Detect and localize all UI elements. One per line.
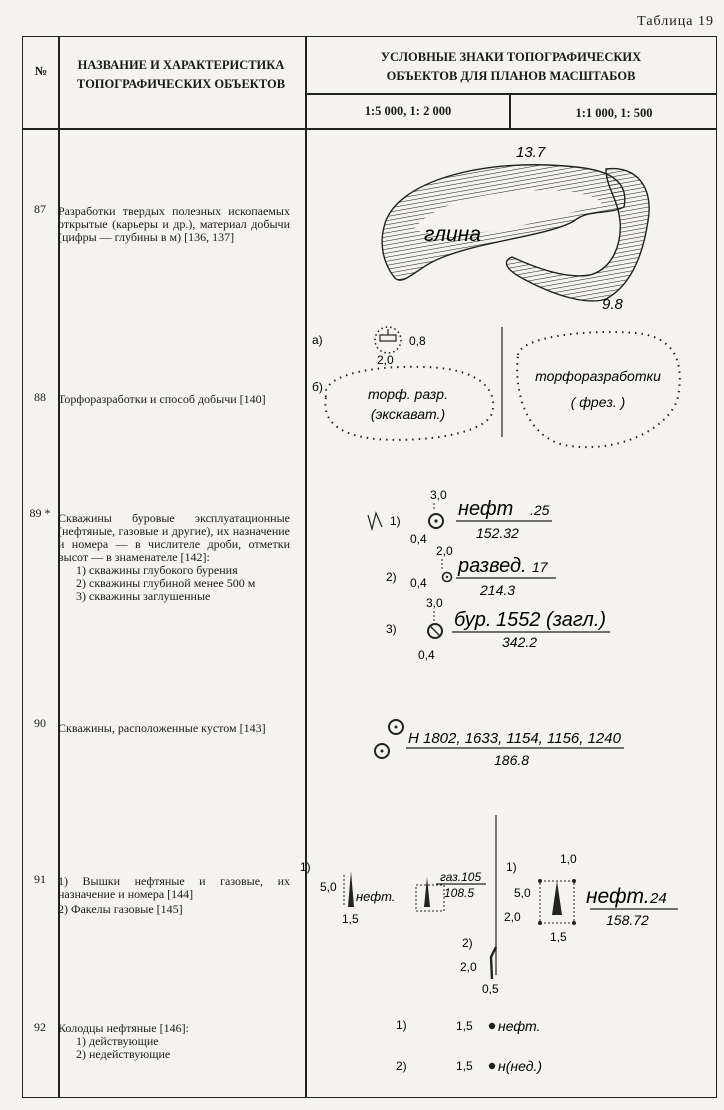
derrick-dim-width: 1,5: [342, 912, 359, 926]
row-91-item-1: 1) Вышки нефтяные и газовые, их назначение и номера [144]: [58, 874, 290, 901]
quarry-symbol: [382, 165, 649, 301]
oil-well-1-text: нефт.: [498, 1018, 541, 1034]
derrick-large-icon: [552, 881, 562, 915]
row-89-item-3: 3) скважины заглушенные: [76, 589, 211, 603]
peat-excavated-line2: (экскават.): [370, 406, 446, 422]
derrick-large-dim-height: 5,0: [514, 886, 531, 900]
borehole-2: [386, 544, 556, 598]
borehole-2-purpose: развед.: [458, 555, 527, 577]
derrick-large-number: 24: [650, 890, 667, 907]
borehole-3: [386, 596, 610, 662]
row-92-text: Колодцы нефтяные [146]:: [58, 1021, 189, 1035]
derrick-large-purpose: нефт.: [586, 885, 650, 908]
quarry-material: глина: [424, 223, 481, 246]
row-91-number: 91: [34, 872, 46, 886]
derrick-gas-elevation: 108.5: [444, 886, 475, 900]
borehole-1-dim-top: 3,0: [430, 488, 447, 502]
row-91-item-2: 2) Факелы газовые [145]: [58, 902, 183, 916]
row-87-number: 87: [34, 202, 46, 216]
row-92-item-2: 2) недействующие: [76, 1047, 171, 1061]
oil-well-2-text: н(нед.): [498, 1058, 542, 1074]
derrick-large-dim-side: 2,0: [504, 910, 521, 924]
row-89-item-1: 1) скважины глубокого бурения: [76, 563, 238, 577]
derrick-purpose: нефт.: [356, 889, 396, 904]
header-split-line: [305, 93, 717, 95]
oil-well-2-dim: 1,5: [456, 1059, 473, 1073]
row-89-number: 89 *: [29, 506, 51, 520]
quarry-depth-top: 13.7: [516, 144, 546, 161]
peat-dim-2: 2,0: [377, 353, 394, 367]
borehole-1: [390, 488, 552, 546]
borehole-1-dim-side: 0,4: [410, 532, 427, 546]
peat-excavator-icon: [380, 335, 396, 341]
oil-well-inactive-icon: [489, 1063, 495, 1069]
peat-excavated-line1: торф. разр.: [367, 386, 449, 402]
derrick-large-dim-width: 1,5: [550, 930, 567, 944]
oil-well-active-icon: [489, 1023, 495, 1029]
row-92-number: 92: [34, 1020, 46, 1034]
row-90-description: Скважины, расположенные кустом [143]: [58, 721, 266, 735]
derrick-label-large: 1): [506, 860, 517, 874]
oil-well-2-label: 2): [396, 1059, 407, 1073]
borehole-2-label: 2): [386, 570, 397, 584]
borehole-3-dim-top: 3,0: [426, 596, 443, 610]
col-divider-scale: [509, 93, 511, 129]
borehole-2-dim-side: 0,4: [410, 576, 427, 590]
derrick-gas-number: газ.105: [440, 870, 482, 884]
borehole-2-number: 17: [532, 559, 548, 575]
row-89-description: [58, 512, 290, 603]
peat-dim-1: 0,8: [409, 334, 426, 348]
borehole-3-label: 3): [386, 622, 397, 636]
derrick-icon: [348, 871, 354, 907]
derrick-large-elevation: 158.72: [606, 912, 649, 928]
oil-well-1-label: 1): [396, 1018, 407, 1032]
borehole-1-purpose: нефт: [458, 498, 514, 520]
row-89-item-2: 2) скважины глубиной менее 500 м: [76, 576, 256, 590]
flare-label: 2): [462, 936, 473, 950]
flare-dim-width: 0,5: [482, 982, 499, 996]
peat-milled-line1: торфоразработки: [535, 368, 661, 384]
row-89-text: Скважины буровые эксплуатационные (нефтяные, газовые и другие), их назначение и номера — в числителе дроби, отметки высот — в знаменателе [142]:: [58, 511, 290, 564]
pen-mark: [368, 513, 382, 529]
borehole-1-label: 1): [390, 514, 401, 528]
symbols-area: [300, 129, 716, 1097]
borehole-1-elevation: 152.32: [476, 525, 519, 541]
derrick-label-small: 1): [300, 860, 311, 874]
derrick-gas-frame: [416, 885, 444, 911]
row-90-number: 90: [34, 716, 46, 730]
derrick-gas-icon: [424, 877, 430, 907]
row-87-description: Разработки твердых полезных ископаемых открытые (карьеры и др.), материал добычи (цифры — глубины в м) [136, 137]: [58, 204, 290, 244]
peat-milled-line2: ( фрез. ): [570, 394, 626, 410]
cluster-wells-elevation: 186.8: [494, 752, 530, 768]
quarry-depth-bottom: 9.8: [602, 296, 623, 313]
header-number: №: [34, 64, 48, 78]
peat-label-b: б): [312, 380, 323, 394]
peat-excavated-area: [325, 367, 493, 440]
peat-label-a: а): [312, 333, 323, 347]
borehole-1-number: .25: [530, 502, 550, 518]
header-scale-small: 1:5 000, 1: 2 000: [364, 104, 452, 118]
flare-dim-side: 2,0: [460, 960, 477, 974]
flare-icon: [491, 947, 496, 979]
borehole-3-elevation: 342.2: [502, 634, 538, 650]
peat-milled-area: [517, 332, 680, 447]
row-88-description: Торфоразработки и способ добычи [140]: [58, 392, 266, 406]
row-91-description: [58, 875, 290, 916]
cluster-wells-numbers: Н 1802, 1633, 1154, 1156, 1240: [408, 730, 621, 747]
derrick-large-dim-top: 1,0: [560, 852, 577, 866]
header-scale-large: 1:1 000, 1: 500: [575, 106, 653, 120]
oil-well-1-dim: 1,5: [456, 1019, 473, 1033]
derrick-dim-height: 5,0: [320, 880, 337, 894]
row-92-item-1: 1) действующие: [76, 1034, 159, 1048]
borehole-2-dim-top: 2,0: [436, 544, 453, 558]
header-name: НАЗВАНИЕ И ХАРАКТЕРИСТИКА ТОПОГРАФИЧЕСКИХ ОБЪЕКТОВ: [76, 58, 286, 91]
borehole-3-purpose: бур.: [454, 609, 492, 631]
row-92-description: [58, 1022, 290, 1061]
row-88-number: 88: [34, 390, 46, 404]
borehole-2-elevation: 214.3: [480, 582, 516, 598]
table-label: Таблица 19: [637, 14, 714, 29]
borehole-3-number: 1552 (загл.): [496, 609, 607, 631]
header-signs: УСЛОВНЫЕ ЗНАКИ ТОПОГРАФИЧЕСКИХ ОБЪЕКТОВ ДЛЯ ПЛАНОВ МАСШТАБОВ: [380, 50, 642, 83]
borehole-3-dim-side: 0,4: [418, 648, 435, 662]
